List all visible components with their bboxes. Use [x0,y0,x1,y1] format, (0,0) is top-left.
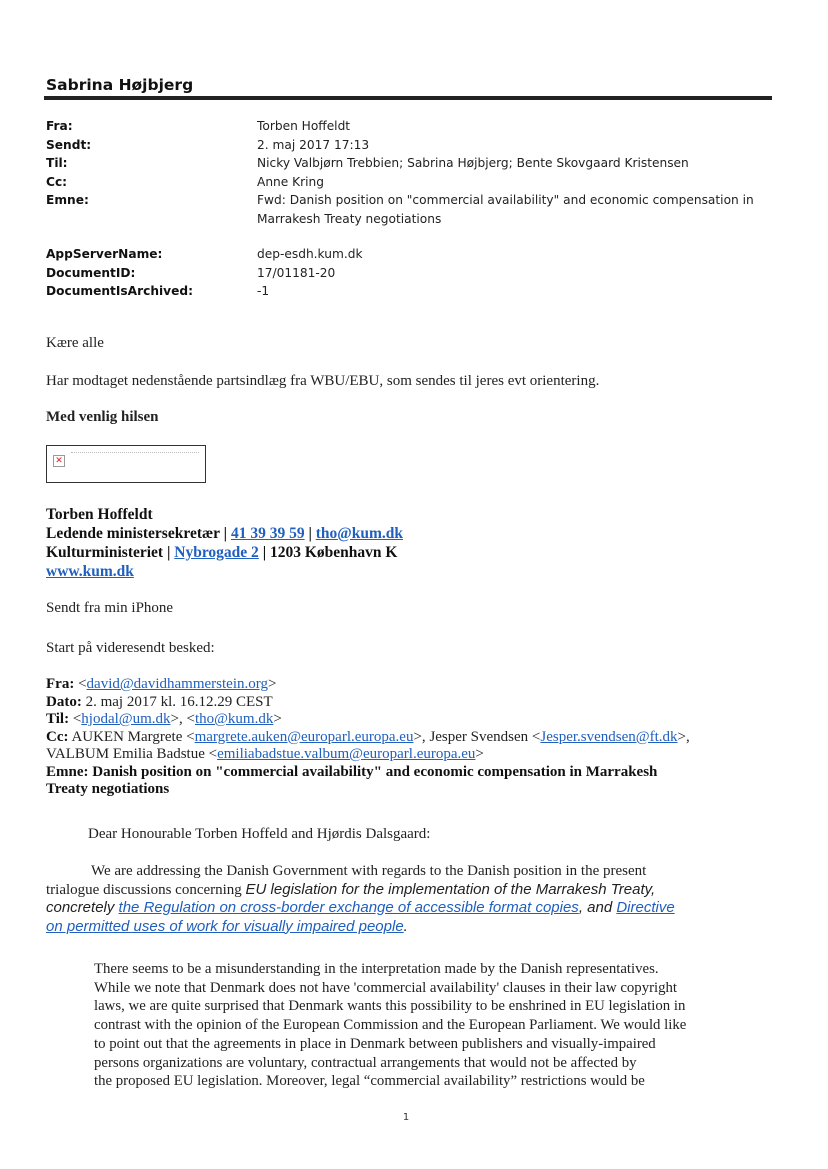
fwd-cc-label: Cc: [46,728,69,745]
p2-line: There seems to be a misunderstanding in the interpretation made by the Danish representatives. [94,961,659,977]
document-owner-name: Sabrina Højbjerg [46,76,194,94]
fwd-cc-name-3: VALBUM Emilia Badstue [46,746,205,762]
subject-value [257,191,776,228]
signature-separator: | [308,525,312,542]
document-system-fields [46,245,776,301]
signature-phone-link[interactable]: 41 39 39 59 [230,525,305,542]
fwd-subject-line-1: Danish position on "commercial availability" and economic compensation in Marrakesh [92,763,658,780]
subject-row [46,191,776,228]
subject-line-2: Marrakesh Treaty negotiations [257,211,442,226]
letter-paragraph-2 [94,960,774,1091]
fwd-from-email-link[interactable]: david@davidhammerstein.org [86,676,268,692]
p2-line: laws, we are quite surprised that Denmark wants this possibility to be enshrined in EU legislation in [94,998,686,1015]
document-id-row [46,264,776,283]
signature-block [46,505,403,581]
fwd-subject-line-2: Treaty negotiations [46,781,170,797]
signature-org: Kulturministeriet | [46,544,171,561]
p1-line-1: We are addressing the Danish Government with regards to the Danish position in the present [91,863,647,879]
letter-salutation: Dear Honourable Torben Hoffeld and Hjørdis Dalsgaard: [88,826,431,842]
p1-line-3-lead: concretely [46,899,119,916]
email-header-fields [46,117,776,229]
signature-title: Ledende ministersekretær | [46,525,228,542]
cc-label: Cc: [46,174,68,189]
fwd-cc-name-1: AUKEN Margrete [71,728,183,745]
subject-line-1: Fwd: Danish position on "commercial availability" and economic compensation in [257,193,754,208]
p1-line-2-lead: trialogue discussions concerning [46,881,246,898]
closing: Med venlig hilsen [46,409,159,425]
letter-paragraph-1 [46,862,766,936]
directive-link-part-1[interactable]: Directive [616,899,675,916]
header-divider [44,96,772,100]
archived-row [46,282,776,301]
signature-image-placeholder [46,445,206,483]
fwd-from-label: Fra: [46,676,75,692]
fwd-to-row: Til: <hjodal@um.dk>, <tho@kum.dk> [46,711,282,727]
document-id-label: DocumentID: [46,265,136,280]
p2-line: the proposed EU legislation. Moreover, legal “commercial availability” restrictions would be [94,1073,645,1090]
signature-street-link[interactable]: Nybrogade 2 [174,544,259,561]
fwd-cc-email-2-link[interactable]: Jesper.svendsen@ft.dk [540,728,678,745]
archived-value: -1 [257,284,270,299]
intro-line: Har modtaget nedenstående partsindlæg fra WBU/EBU, som sendes til jeres evt orientering. [46,373,600,389]
fwd-cc-name-2: Jesper Svendsen [429,728,529,745]
directive-link-part-2[interactable]: on permitted uses of work for visually impaired people [46,917,404,935]
p2-line: to point out that the agreements in place in Denmark between publishers and visually-impaired [94,1035,656,1052]
forwarded-header [46,676,781,799]
sent-row [46,136,776,155]
cc-row [46,173,776,192]
app-server-label: AppServerName: [46,247,163,261]
fwd-to-email-2-link[interactable]: tho@kum.dk [194,711,274,727]
page-number: 1 [402,1112,410,1123]
p1-line-2 [46,881,766,900]
from-value: Torben Hoffeldt [257,119,351,133]
to-row [46,154,776,173]
p2-line: contrast with the opinion of the European Commission and the European Parliament. We would like [94,1017,687,1034]
p1-line-4 [46,918,766,937]
subject-label: Emne: [46,193,89,208]
p1-line-2-italic: EU legislation for the implementation of the Marrakesh Treaty, [245,880,656,898]
sent-label: Sendt: [46,137,92,152]
document-id-value: 17/01181-20 [257,265,336,280]
p2-line: persons organizations are voluntary, contractual arrangements that would not be affected by [94,1054,637,1071]
fwd-subject-label: Emne: [46,763,89,780]
from-row [46,117,776,136]
to-value: Nicky Valbjørn Trebbien; Sabrina Højbjerg; Bente Skovgaard Kristensen [257,156,689,171]
fwd-to-email-1-link[interactable]: hjodal@um.dk [81,711,171,727]
fwd-to-label: Til: [46,711,70,727]
cc-value: Anne Kring [257,174,325,189]
p2-line: While we note that Denmark does not have 'commercial availability' clauses in their law copyright [94,979,678,996]
signature-city: | 1203 København K [262,544,398,561]
signature-address-line [46,543,403,562]
signature-web-link[interactable]: www.kum.dk [46,563,134,580]
broken-image-caption [71,452,199,454]
sent-value: 2. maj 2017 17:13 [257,137,370,152]
regulation-link[interactable]: the Regulation on cross-border exchange of accessible format copies [118,899,579,916]
archived-label: DocumentIsArchived: [46,284,193,299]
app-server-row [46,245,776,264]
p1-end: . [403,917,408,935]
to-label: Til: [46,156,68,171]
signature-name: Torben Hoffeldt [46,506,153,523]
signature-email-link[interactable]: tho@kum.dk [315,525,403,542]
fwd-cc-row: Cc: AUKEN Margrete <margrete.auken@europarl.europa.eu>, Jesper Svendsen <Jesper.svendsen@ft.dk>, VALBUM Emilia Badstue <emiliabadstue.valbum@europarl.europa.eu> [46,728,690,762]
fwd-date-value: 2. maj 2017 kl. 16.12.29 CEST [85,693,273,710]
fwd-cc-email-3-link[interactable]: emiliabadstue.valbum@europarl.europa.eu [217,746,476,762]
forward-start-label: Start på videresendt besked: [46,640,215,656]
p1-line-3 [46,899,766,918]
fwd-subject-row [46,764,781,799]
sent-from-iphone: Sendt fra min iPhone [46,600,174,616]
fwd-cc-email-1-link[interactable]: margrete.auken@europarl.europa.eu [194,728,414,745]
signature-title-line [46,524,403,543]
fwd-from-row: Fra: <david@davidhammerstein.org> [46,676,277,692]
broken-image-icon: ✕ [53,455,65,467]
fwd-date-row [46,694,781,712]
greeting: Kære alle [46,335,104,351]
app-server-value: dep-esdh.kum.dk [257,247,363,261]
from-label: Fra: [46,119,73,133]
p1-line-3-mid: , and [578,899,617,916]
fwd-date-label: Dato: [46,693,82,710]
